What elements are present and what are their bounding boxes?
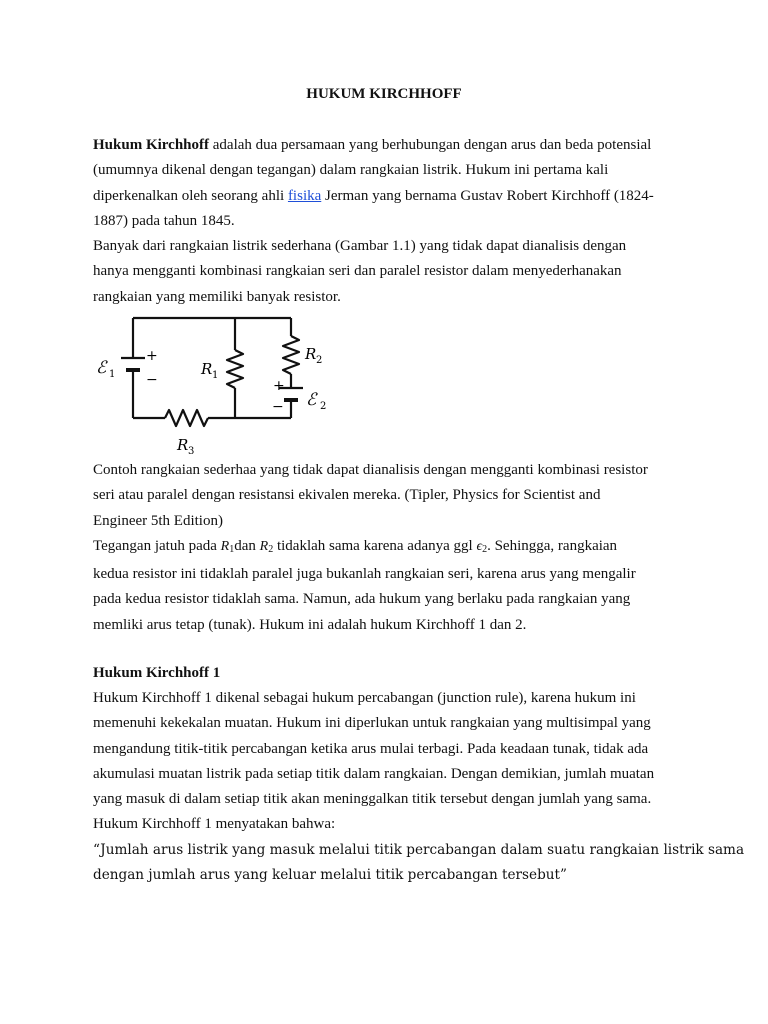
r2-subscript: 2 [316, 355, 323, 366]
emf2-label: ℰ [306, 390, 317, 410]
battery2-plus: + [273, 378, 285, 394]
caption-paragraph [93, 458, 683, 638]
intro-line-1-text: adalah dua persamaan yang berhubungan dengan arus dan beda potensial [209, 137, 652, 153]
para3-line-1 [93, 534, 683, 562]
para2-line-1: Banyak dari rangkaian listrik sederhana (Gambar 1.1) yang tidak dapat dianalisis dengan [93, 238, 627, 255]
r1-resistor [227, 350, 243, 388]
page-title: HUKUM KIRCHHOFF [306, 86, 462, 102]
para3-text-c: tidaklah sama karena adanya ggl [273, 537, 477, 554]
r1-label: R [201, 360, 213, 378]
emf2-symbol: $\epsilon_2$ [476, 538, 488, 555]
para3-line-4: memliki arus tetap (tunak). Hukum ini adalah hukum Kirchhoff 1 dan 2. [93, 616, 527, 633]
section1-heading: Hukum Kirchhoff 1 [93, 665, 221, 681]
quote-line-2: dengan jumlah arus yang keluar melalui titik percabangan tersebut” [93, 867, 567, 884]
battery1-plus: + [146, 348, 158, 364]
section1-line-5: yang masuk di dalam setiap titik akan meninggalkan titik tersebut dengan jumlah yang sama. [93, 791, 652, 808]
emf1-label: ℰ [96, 358, 107, 378]
quote-line-1: “Jumlah arus listrik yang masuk melalui titik percabangan dalam suatu rangkaian listrik sama [93, 841, 745, 858]
para3-line-2: kedua resistor ini tidaklah paralel juga bukanlah rangkaian seri, karena arus yang mengalir [93, 566, 636, 583]
battery2-minus: − [272, 399, 284, 415]
caption-line-3: Engineer 5th Edition) [93, 512, 223, 529]
intro-line-1 [93, 133, 683, 158]
r3-resistor [165, 410, 208, 426]
para2-line-2: hanya mengganti kombinasi rangkaian seri dan paralel resistor dalam menyederhanakan [93, 263, 622, 280]
intro-bold-term: Hukum Kirchhoff [93, 137, 209, 153]
para3-text-d: . Sehingga, rangkaian [487, 537, 618, 554]
para3-text-a: Tegangan jatuh pada [93, 537, 221, 554]
section1-paragraph [93, 686, 745, 888]
r2-label: R [305, 345, 317, 363]
section1-line-1: Hukum Kirchhoff 1 dikenal sebagai hukum percabangan (junction rule), karena hukum ini [93, 690, 636, 706]
fisika-link[interactable]: fisika [287, 187, 322, 204]
r1-subscript: 1 [212, 370, 219, 381]
intro-line-3 [93, 184, 683, 209]
circuit-figure [93, 310, 353, 462]
section1-line-3: mengandung titik-titik percabangan ketika arus mulai terbagi. Pada keadaan tunak, tidak ada [93, 740, 649, 757]
r2-symbol: $R_2$ [259, 538, 274, 555]
section1-line-4: akumulasi muatan listrik pada setiap titik dalam rangkaian. Dengan demikian, jumlah muatan [93, 765, 655, 782]
para3-text-b: dan [234, 537, 260, 554]
r3-label: R [177, 436, 189, 454]
battery1-minus: − [146, 372, 158, 388]
r1-symbol: $R_1$ [220, 538, 235, 555]
r3-subscript: 3 [188, 446, 195, 457]
caption-line-1: Contoh rangkaian sederhaa yang tidak dapat dianalisis dengan mengganti kombinasi resistor [93, 462, 648, 478]
para3-line-3: pada kedua resistor tidaklah sama. Namun, ada hukum yang berlaku pada rangkaian yang [93, 591, 631, 608]
intro-paragraph [93, 133, 683, 310]
para2-line-3: rangkaian yang memiliki banyak resistor. [93, 288, 341, 305]
intro-line-3-before: diperkenalkan oleh seorang ahli [93, 187, 288, 204]
intro-line-4: 1887) pada tahun 1845. [93, 212, 235, 229]
emf2-subscript: 2 [320, 401, 327, 412]
section1-line-6: Hukum Kirchhoff 1 menyatakan bahwa: [93, 816, 336, 833]
intro-line-2: (umumnya dikenal dengan tegangan) dalam rangkaian listrik. Hukum ini pertama kali [93, 162, 609, 179]
r2-resistor [283, 336, 299, 374]
caption-line-2: seri atau paralel dengan resistansi ekivalen mereka. (Tipler, Physics for Scientist and [93, 487, 601, 504]
intro-line-3-after: Jerman yang bernama Gustav Robert Kirchhoff (1824- [321, 187, 654, 204]
section1-line-2: memenuhi kekekalan muatan. Hukum ini diperlukan untuk rangkaian yang multisimpal yang [93, 715, 651, 732]
emf1-subscript: 1 [109, 369, 116, 380]
